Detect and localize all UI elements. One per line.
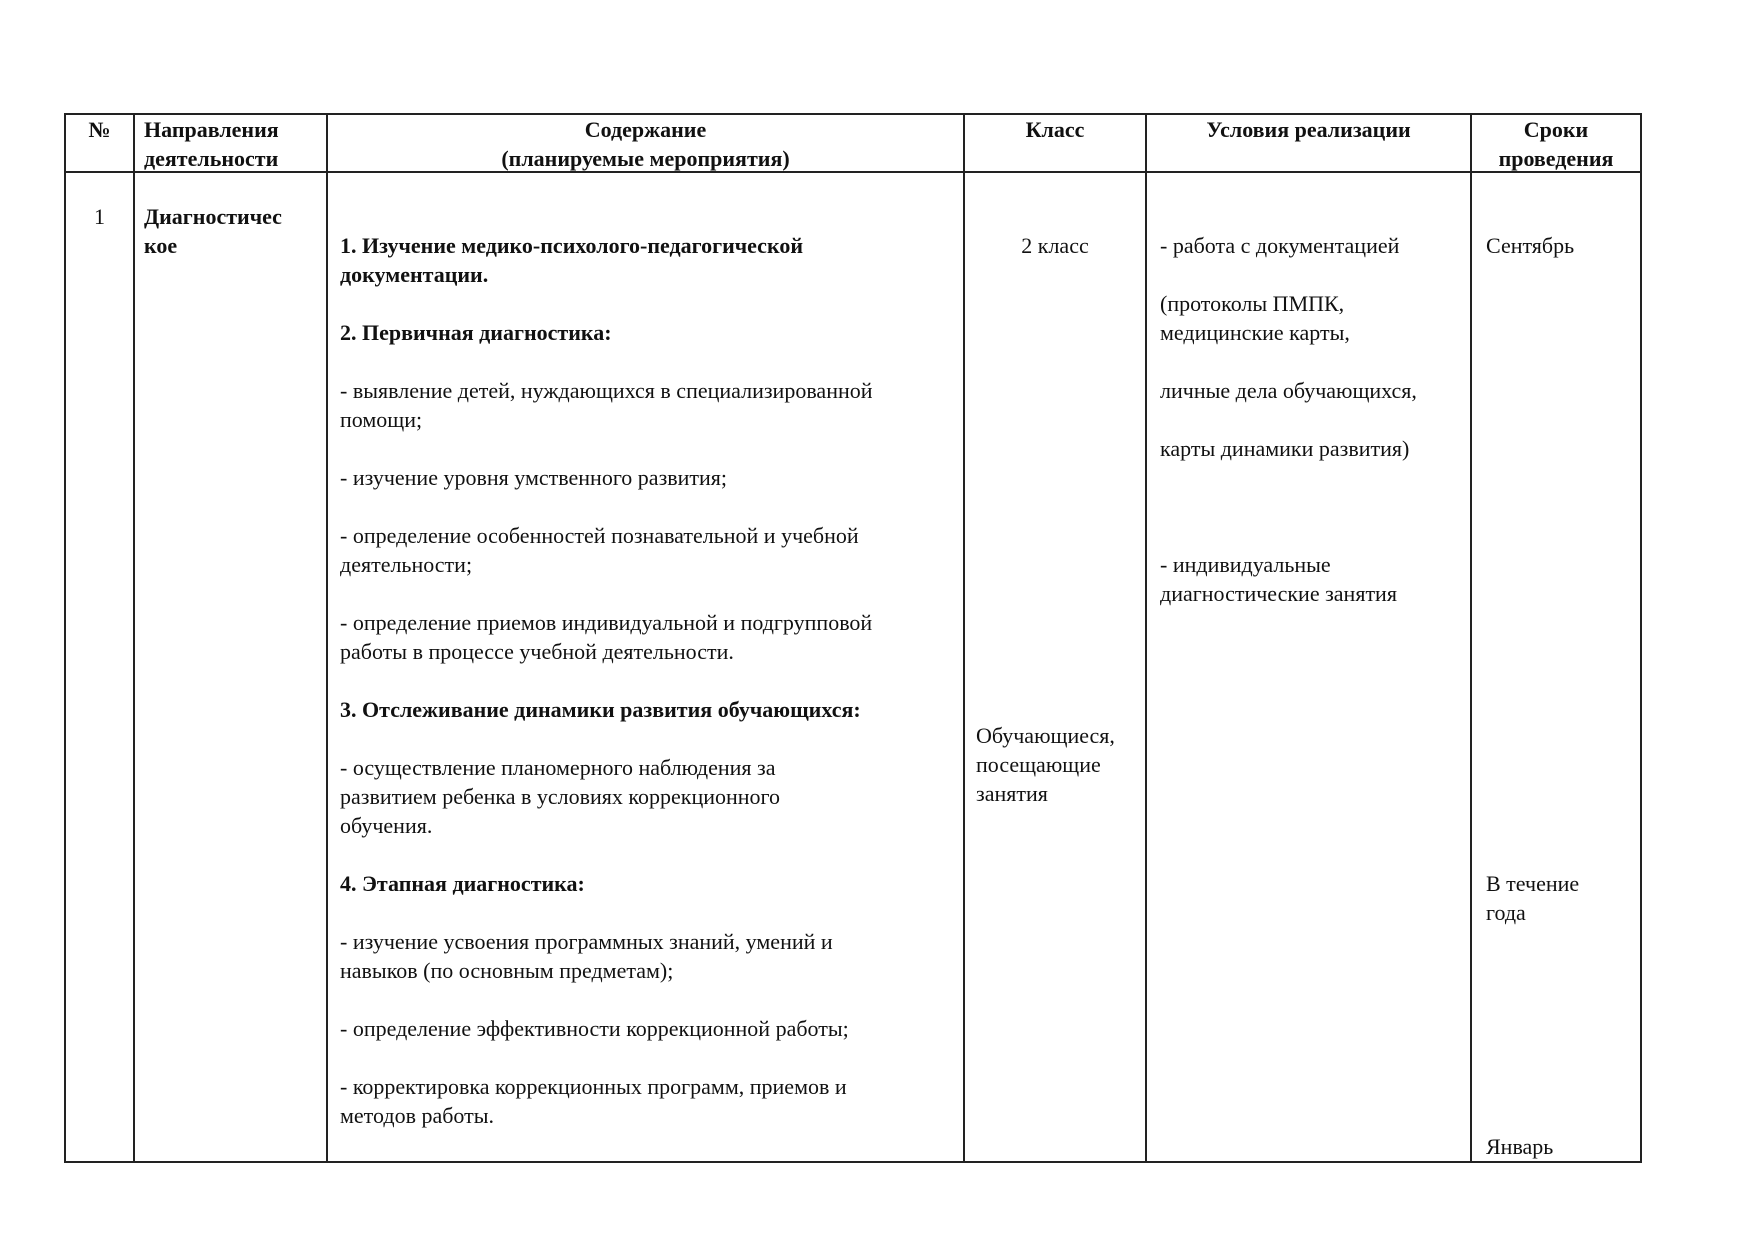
- terms-2: В течение года: [1486, 871, 1580, 925]
- row-num: 1: [94, 204, 105, 229]
- table-border-bottom: [64, 1161, 1642, 1163]
- terms-3: Январь: [1486, 1134, 1554, 1159]
- terms-1: Сентябрь: [1486, 233, 1575, 258]
- header-conditions: Условия реализации: [1206, 117, 1411, 142]
- content-item4-bullet3: - корректировка коррекционных программ, приемов и методов работы.: [340, 1074, 847, 1128]
- content-item3-title: 3. Отслеживание динамики развития обучающихся:: [340, 697, 861, 722]
- row-direction: Диагностичес кое: [144, 204, 282, 258]
- table-col-divider-3: [963, 113, 965, 1163]
- header-direction: Направления деятельности: [144, 117, 279, 171]
- content-item2-bullet4: - определение приемов индивидуальной и подгрупповой работы в процессе учебной деятельности.: [340, 610, 873, 664]
- conditions-3: личные дела обучающихся,: [1160, 378, 1417, 403]
- table-col-divider-4: [1145, 113, 1147, 1163]
- table-col-divider-2: [326, 113, 328, 1163]
- content-item4-bullet2: - определение эффективности коррекционной работы;: [340, 1016, 849, 1041]
- header-terms: Сроки проведения: [1498, 117, 1614, 171]
- class-second: Обучающиеся, посещающие занятия: [976, 723, 1115, 806]
- table-col-divider-5: [1470, 113, 1472, 1163]
- header-num: №: [88, 117, 111, 142]
- table-col-divider-1: [133, 113, 135, 1163]
- content-item2-bullet2: - изучение уровня умственного развития;: [340, 465, 728, 490]
- content-item2-title: 2. Первичная диагностика:: [340, 320, 612, 345]
- content-item1-title: 1. Изучение медико-психолого-педагогической документации.: [340, 233, 804, 287]
- conditions-2: (протоколы ПМПК, медицинские карты,: [1160, 291, 1350, 345]
- content-item3-bullet1: - осуществление планомерного наблюдения за развитием ребенка в условиях коррекционного обучения.: [340, 755, 781, 838]
- content-item4-title: 4. Этапная диагностика:: [340, 871, 585, 896]
- header-class: Класс: [1025, 117, 1085, 142]
- header-content: Содержание (планируемые мероприятия): [501, 117, 790, 171]
- content-item2-bullet3: - определение особенностей познавательной и учебной деятельности;: [340, 523, 859, 577]
- content-item4-bullet1: - изучение усвоения программных знаний, умений и навыков (по основным предметам);: [340, 929, 833, 983]
- table-border-left: [64, 113, 66, 1163]
- class-first: 2 класс: [1021, 233, 1089, 258]
- content-item2-bullet1: - выявление детей, нуждающихся в специализированной помощи;: [340, 378, 873, 432]
- conditions-4: карты динамики развития): [1160, 436, 1410, 461]
- conditions-5: - индивидуальные диагностические занятия: [1160, 552, 1397, 606]
- conditions-1: - работа с документацией: [1160, 233, 1400, 258]
- table-border-right: [1640, 113, 1642, 1163]
